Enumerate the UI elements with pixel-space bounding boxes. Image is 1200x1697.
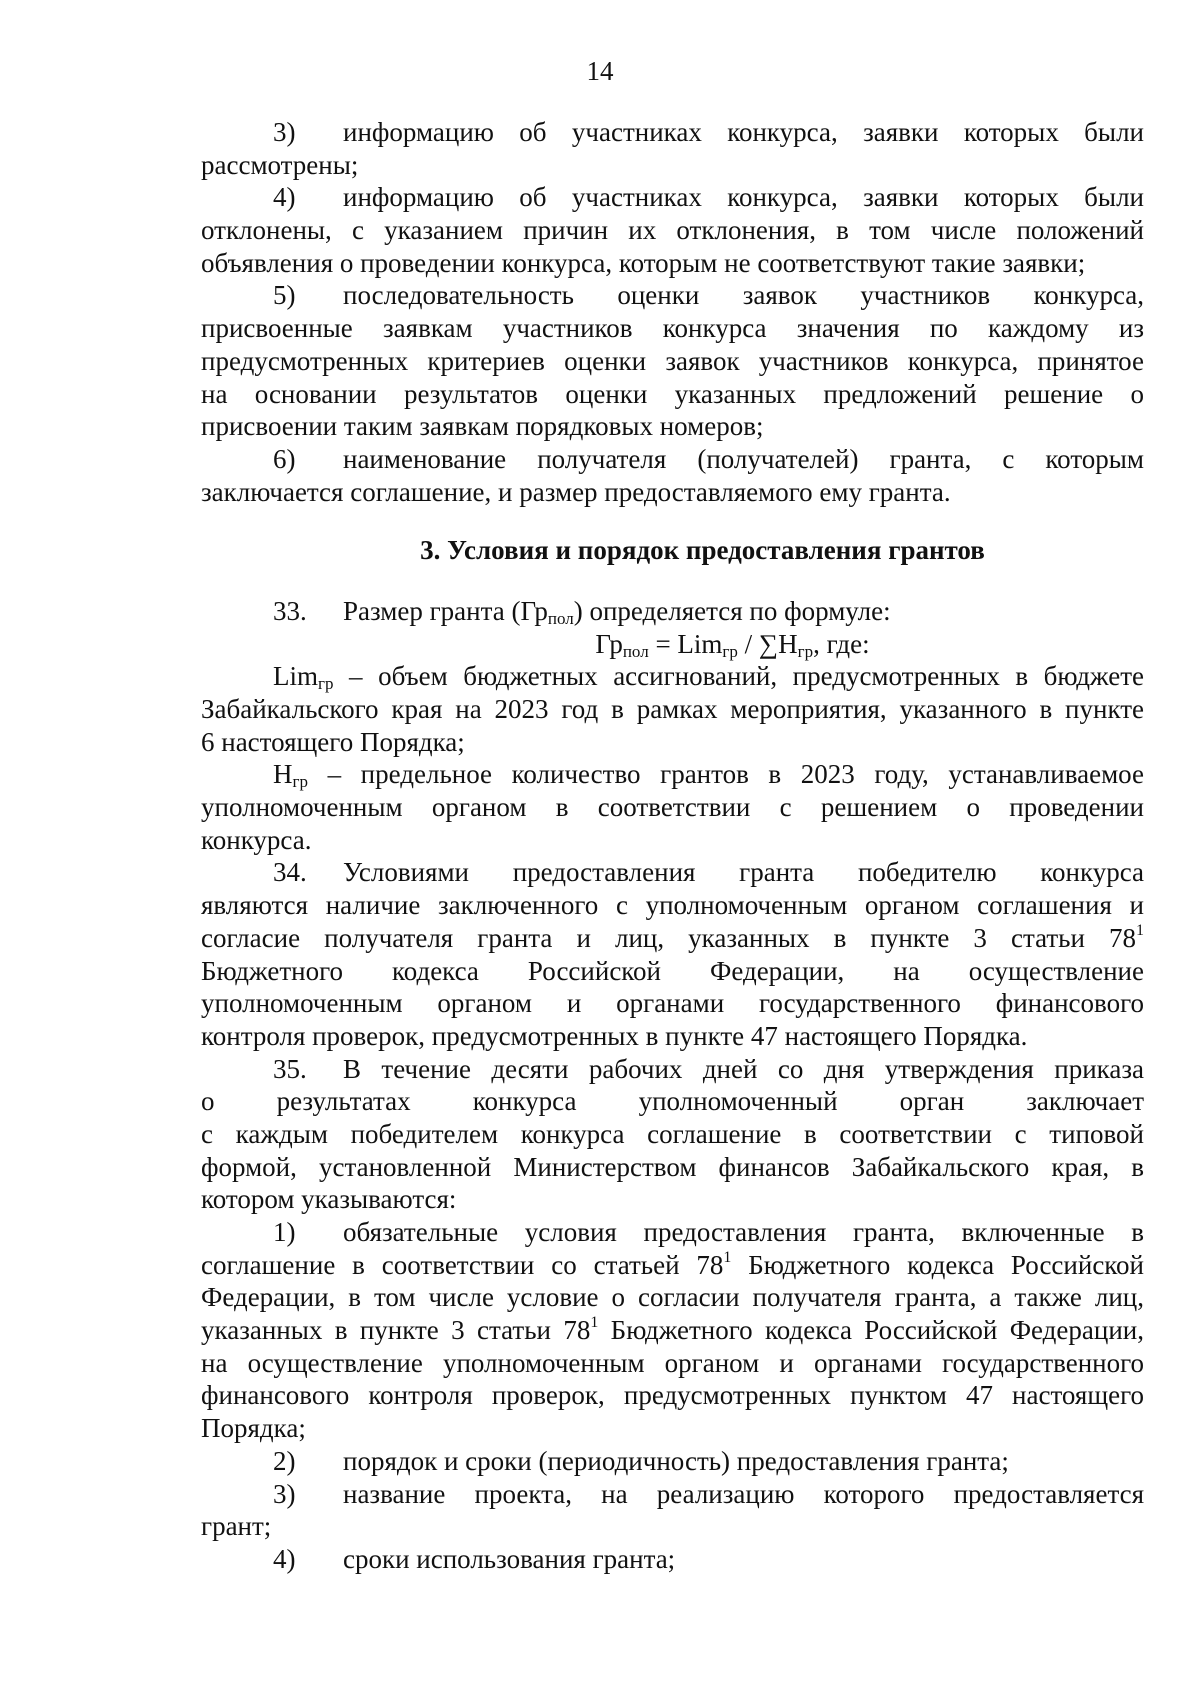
text-line: рассмотрены; xyxy=(201,149,359,180)
section-title: 3. Условия и порядок предоставления грантов xyxy=(420,535,985,566)
text-line: согласие получателя гранта и лиц, указанных в пункте 3 статьи $78^1$ xyxy=(201,921,1144,953)
text-line: Бюджетного кодекса Российской Федерации, на осуществление xyxy=(201,955,1144,986)
text-line: объявления о проведении конкурса, которым не соответствуют такие заявки; xyxy=(201,247,1086,278)
text-line: заключается соглашение, и размер предоставляемого ему гранта. xyxy=(201,476,951,507)
definition-lim: Lim$_{гр}$ – объем бюджетных ассигнований, предусмотренных в бюджете xyxy=(273,661,1144,694)
list-item: 3) информацию об участниках конкурса, заявки которых были xyxy=(273,117,1144,147)
text-line: 6 настоящего Порядка; xyxy=(201,726,465,757)
list-item: 5) последовательность оценки заявок участников конкурса, xyxy=(273,280,1144,311)
text-line: конкурса. xyxy=(201,824,312,855)
text-line: являются наличие заключенного с уполномоченным органом соглашения и xyxy=(201,890,1144,921)
text-line: контроля проверок, предусмотренных в пункте 47 настоящего Порядка. xyxy=(201,1020,1028,1051)
text-line: уполномоченным органом и органами государственного финансового xyxy=(201,988,1144,1019)
text-line: финансового контроля проверок, предусмотренных пунктом 47 настоящего xyxy=(201,1380,1144,1411)
list-item: 3) название проекта, на реализацию которого предоставляется xyxy=(273,1478,1144,1509)
text-line: грант; xyxy=(201,1511,272,1542)
text-line: соглашение в соответствии со статьей $78^1$ Бюджетного кодекса Российской xyxy=(201,1248,1144,1280)
list-item: 1) обязательные условия предоставления гранта, включенные в xyxy=(273,1217,1144,1247)
paragraph-35: 35. В течение десяти рабочих дней со дня утверждения приказа xyxy=(273,1053,1144,1084)
text-line: котором указываются: xyxy=(201,1184,457,1215)
text-line: на основании результатов оценки указанных предложений решение о xyxy=(201,378,1144,409)
page-content xyxy=(201,116,1144,1576)
definition-n: $Н_{гр}$ – предельное количество грантов в 2023 году, устанавливаемое xyxy=(273,759,1144,792)
text-line: Порядка; xyxy=(201,1413,306,1444)
formula: $Гр_{пол} = Lim_{гр} / \sum Н_{гр}$, где: xyxy=(595,628,870,661)
text-line: присвоенные заявкам участников конкурса значения по каждому из xyxy=(201,313,1144,344)
text-line: предусмотренных критериев оценки заявок участников конкурса, принятое xyxy=(201,345,1144,376)
list-item: 2) порядок и сроки (периодичность) предоставления гранта; xyxy=(273,1445,1009,1476)
paragraph-34: 34. Условиями предоставления гранта победителю конкурса xyxy=(273,857,1144,888)
text-line: формой, установленной Министерством финансов Забайкальского края, в xyxy=(201,1151,1144,1182)
list-item: 6) наименование получателя (получателей) гранта, с которым xyxy=(273,443,1144,474)
list-item: 4) сроки использования гранта; xyxy=(273,1543,676,1574)
text-line: Федерации, в том числе условие о согласии получателя гранта, а также лиц, xyxy=(201,1282,1144,1313)
text-line: Забайкальского края на 2023 год в рамках мероприятия, указанного в пункте xyxy=(201,694,1144,724)
text-line: на осуществление уполномоченным органом и органами государственного xyxy=(201,1347,1144,1378)
text-line: отклонены, с указанием причин их отклонения, в том числе положений xyxy=(201,215,1144,246)
list-item: 4) информацию об участниках конкурса, заявки которых были xyxy=(273,182,1144,213)
page-number: 14 xyxy=(586,56,614,86)
text-line: присвоении таким заявкам порядковых номеров; xyxy=(201,411,764,442)
text-line: с каждым победителем конкурса соглашение в соответствии с типовой xyxy=(201,1118,1144,1149)
text-line: указанных в пункте 3 статьи $78^1$ Бюджетного кодекса Российской Федерации, xyxy=(201,1314,1144,1346)
paragraph-33: 33. Размер гранта $(Гр_{пол})$ определяется по формуле: xyxy=(273,595,891,628)
text-line: уполномоченным органом в соответствии с решением о проведении xyxy=(201,792,1144,823)
text-line: о результатах конкурса уполномоченный орган заключает xyxy=(201,1086,1144,1117)
